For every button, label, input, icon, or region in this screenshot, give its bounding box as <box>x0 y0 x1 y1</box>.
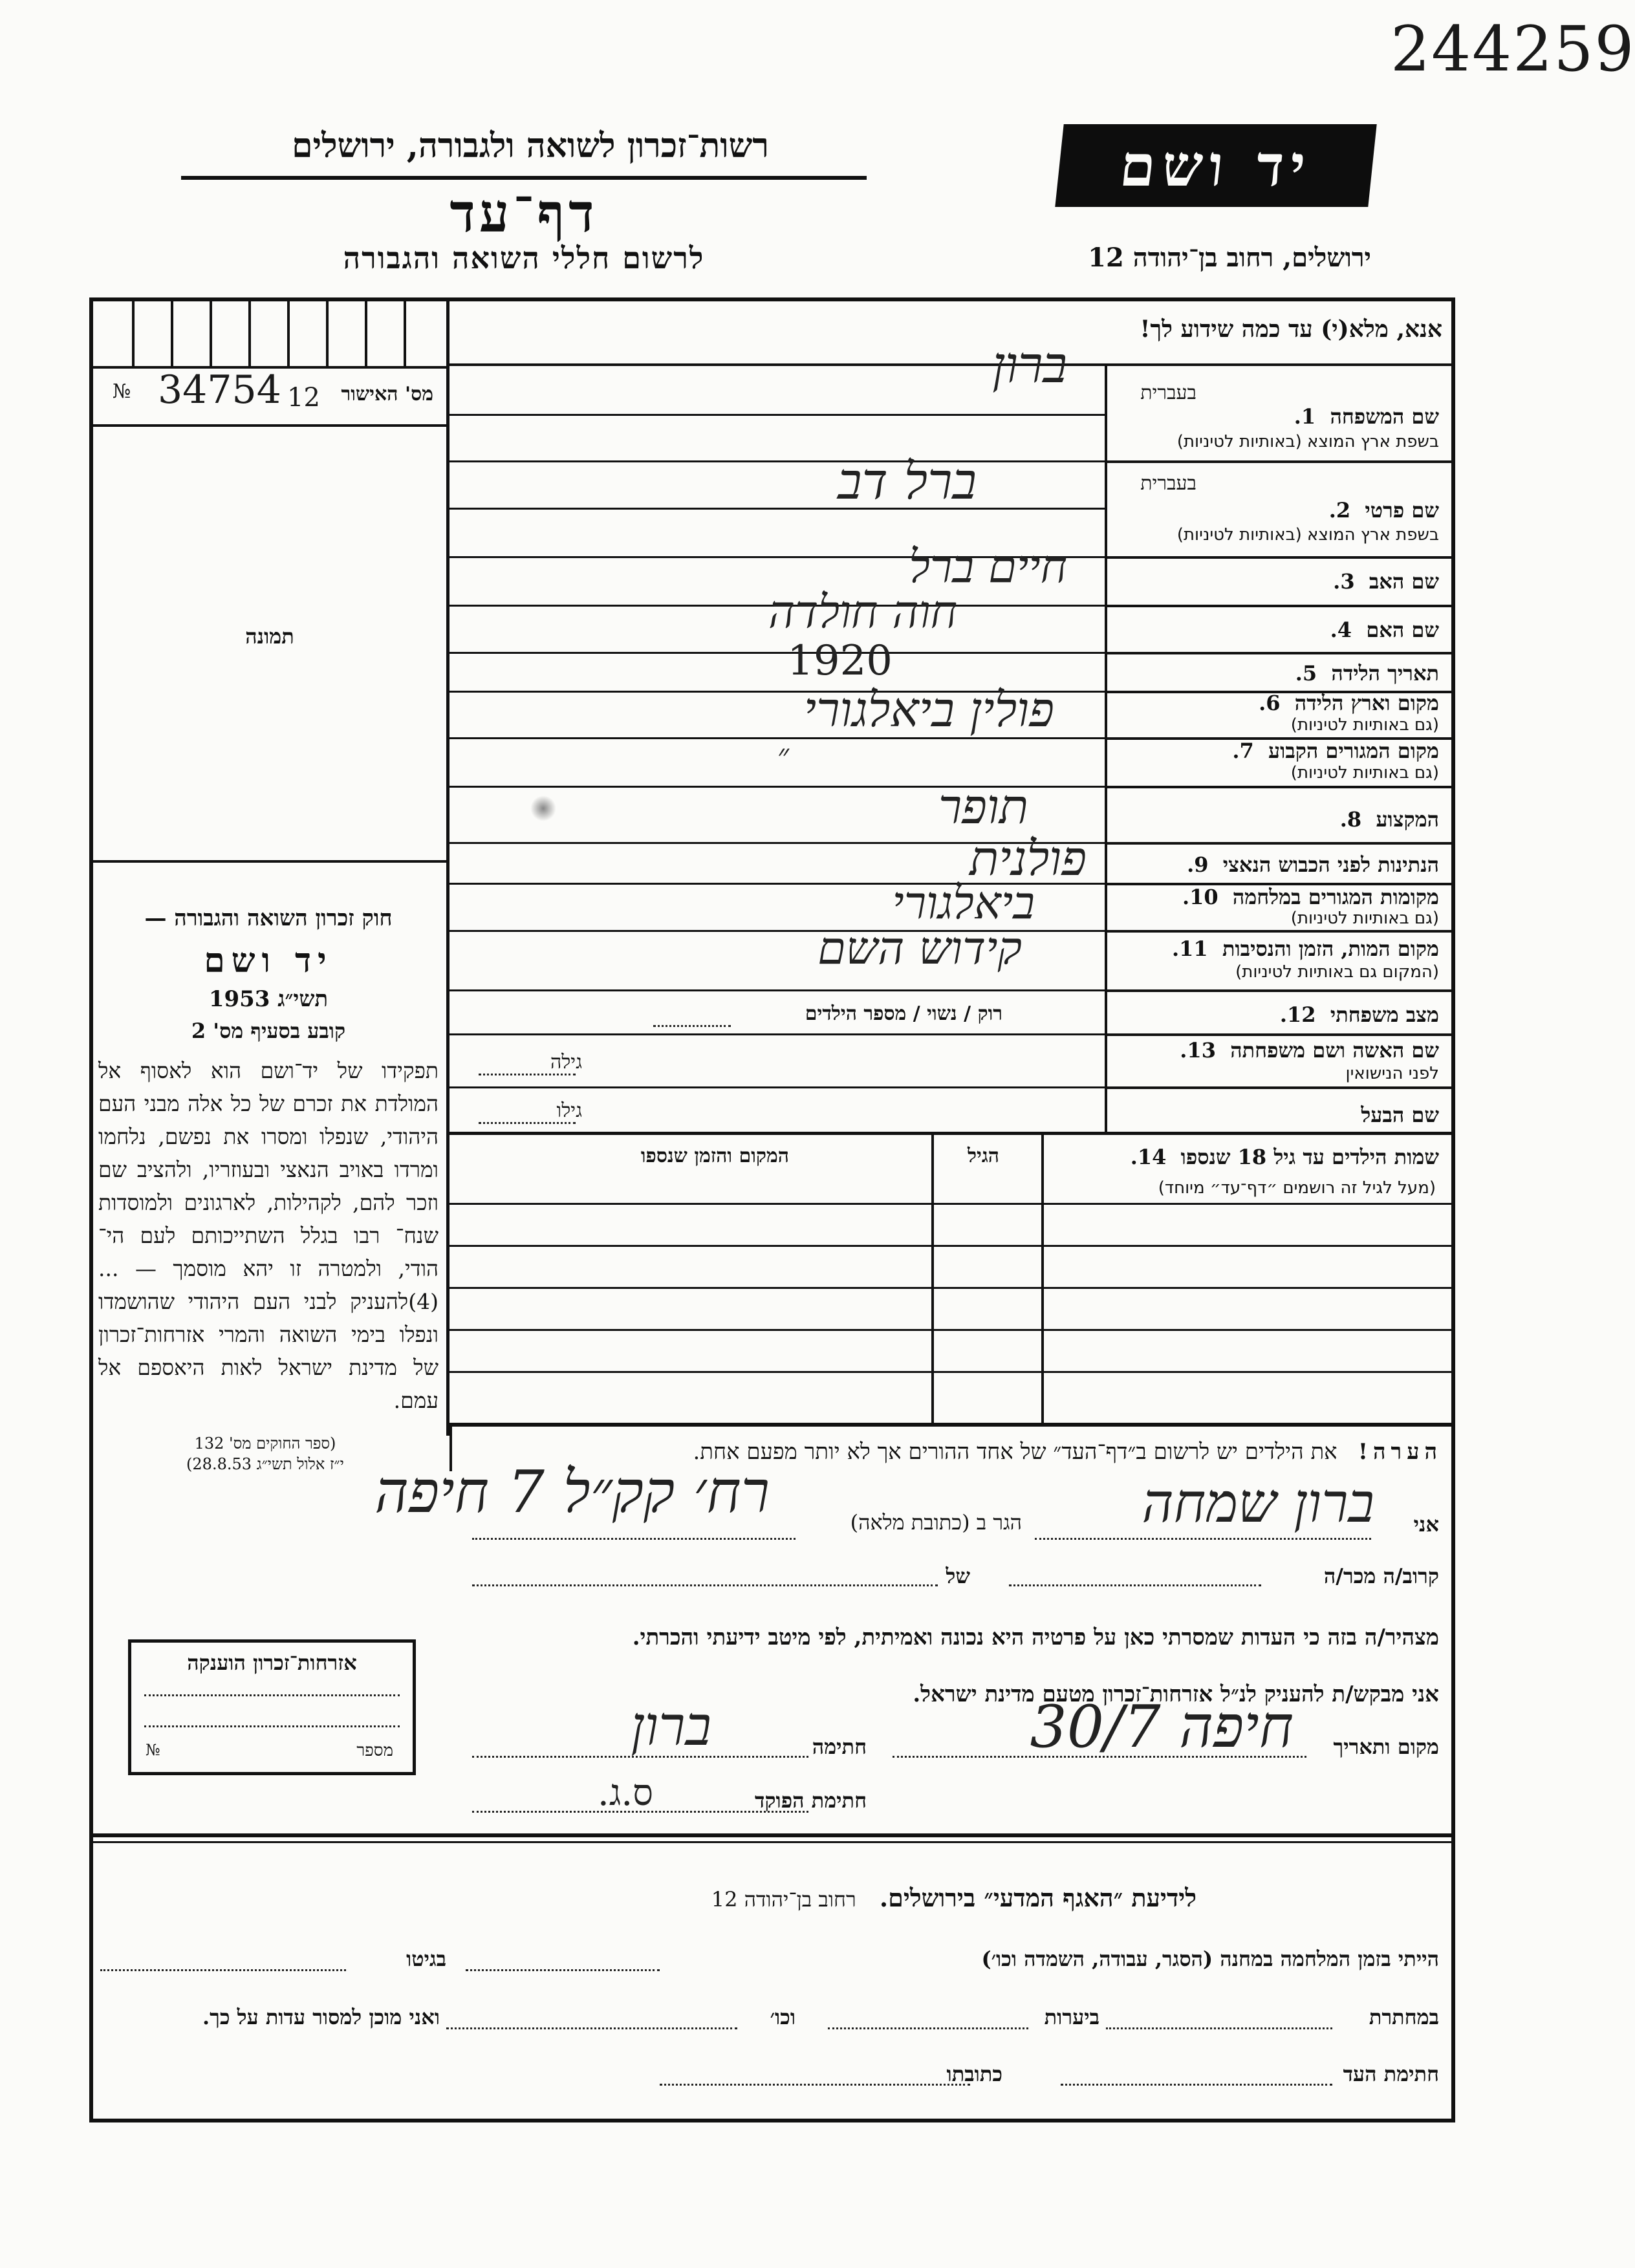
field-11-value: קידוש השם <box>817 922 1022 975</box>
law-year <box>97 986 440 1012</box>
field-1-lang-bottom: בשפת ארץ המוצא (באותיות לטיניות) <box>1176 432 1439 451</box>
footer-witness-sig: חתימת העד <box>1343 2062 1439 2086</box>
field-5-value: 1920 <box>787 637 893 685</box>
decl-request: אני מבקש/ת להעניק לנ״ל אזרחות־זכרון מטעם מדינת ישראל. <box>913 1681 1439 1707</box>
children-place-col: המקום והזמן שנספו <box>640 1145 789 1167</box>
children-num: 14. <box>1130 1145 1167 1169</box>
decl-i-label: אני <box>1413 1512 1439 1537</box>
field-10-value: ביאלגורי <box>892 876 1035 929</box>
footer-hiding: במחתרת <box>1369 2005 1439 2029</box>
law-year-greg: 1953 <box>208 986 270 1012</box>
photo-label: תמונה <box>245 624 294 649</box>
field-7-note: (גם באותיות לטיניות) <box>1290 763 1439 783</box>
footer-witness-addr: כתובתו <box>946 2062 1002 2086</box>
footer-witness-addr-dots <box>660 2084 970 2086</box>
law-name: יד ושם <box>204 941 333 980</box>
scan-artifacts <box>530 795 556 821</box>
header-address: ירושלים, רחוב בן־יהודה 12 <box>1088 243 1371 273</box>
field-2-num: 2. <box>1328 498 1351 523</box>
field-7-text: מקום המגורים הקבוע <box>1268 739 1439 763</box>
form-subtitle: לרשום חללי השואה והגבורה <box>343 241 705 275</box>
children-title <box>1131 1145 1439 1169</box>
footer-etc: וכו׳ <box>770 2005 796 2029</box>
field-1-num: 1. <box>1294 404 1316 429</box>
law-ref-2: י״ז אלול תשי״ג 28.8.53) <box>186 1455 344 1473</box>
field-5-num: 5. <box>1295 661 1317 686</box>
field-1-label <box>1294 404 1439 429</box>
logo-text: יד ושם <box>1116 131 1316 199</box>
field-5-text: תאריך הלידה <box>1331 661 1439 686</box>
field-10-label <box>1182 885 1439 909</box>
archive-number: 244259 <box>1391 13 1635 85</box>
remark-label: הערה! <box>1358 1439 1442 1465</box>
field-8-label <box>1340 807 1439 832</box>
cert-prefix: № <box>113 380 131 403</box>
footer-forest-dots <box>828 2027 1028 2029</box>
field-11-num: 11. <box>1171 936 1208 961</box>
field-10-note: (גם באותיות לטיניות) <box>1290 909 1439 928</box>
decl-statement: מצהיר/ה בזה כי העדות שמסרתי כאן על פרטיה היא נכונה ואמיתית, לפי מיטב ידיעתי והכרתי. <box>632 1625 1439 1650</box>
field-9-label <box>1187 852 1439 877</box>
field-6-num: 6. <box>1259 691 1281 715</box>
footer-line1: הייתי בזמן המלחמה במחנה (הסגר, עבודה, השמדה וכו׳) <box>981 1947 1439 1971</box>
footer-ghetto: בגיטו <box>406 1947 446 1971</box>
field-7-value: ״ <box>777 737 789 773</box>
field-4-text: שם האם <box>1366 618 1439 642</box>
field-2-lang-bottom: בשפת ארץ המוצא (באותיות לטיניות) <box>1176 525 1439 545</box>
field-11-label <box>1172 936 1439 961</box>
field-4-value: חוה חולדה <box>768 585 957 638</box>
citizenship-number-label: מספר <box>356 1741 393 1760</box>
footer-address: רחוב בן־יהודה 12 <box>711 1887 856 1912</box>
field-2-text: שם פרטי <box>1365 498 1439 523</box>
footer-camp-dots <box>466 1969 660 1971</box>
decl-place-date-value: חיפה 30/7 <box>1030 1693 1294 1761</box>
citizenship-dots-1 <box>144 1694 400 1696</box>
decl-relation-dots <box>1009 1584 1261 1586</box>
field-9-text: הנתינות לפני הכבוש הנאצי <box>1222 852 1439 877</box>
cert-number-row <box>93 366 446 427</box>
decl-address-label: הגר ב (כתובת מלאה) <box>850 1510 1022 1535</box>
field-8-value: תופר <box>938 779 1028 835</box>
footer-ghetto-dots <box>100 1969 346 1971</box>
field-3-label <box>1333 569 1439 594</box>
authority-title: רשות־זכרון לשואה ולגבורה, ירושלים <box>292 126 769 166</box>
stamp-boxes <box>93 301 446 369</box>
decl-i-dots <box>1035 1538 1371 1540</box>
children-age-col: הגיל <box>967 1145 999 1167</box>
field-3-num: 3. <box>1333 569 1355 594</box>
field-11-text: מקום המות, הזמן והנסיבות <box>1222 936 1439 961</box>
decl-i-value: ברון שמחה <box>1142 1471 1374 1535</box>
field-13-label <box>1180 1038 1439 1063</box>
field-9-value: פולנית <box>969 831 1087 887</box>
law-section: קובע בסעיף מס' 2 <box>191 1019 346 1043</box>
law-year-heb: תשי״ג <box>277 986 329 1012</box>
field-8-text: המקצוע <box>1376 807 1439 832</box>
field-13-num: 13. <box>1180 1038 1216 1063</box>
remark-text: את הילדים יש לרשום ב״דף־העד״ של אחד ההורים אך לא יותר מפעם אחת. <box>693 1439 1337 1465</box>
children-title-text: שמות הילדים עד גיל 18 שנספו <box>1180 1145 1439 1169</box>
decl-official-label: חתימת הפוקד <box>755 1788 867 1813</box>
decl-signature-value: ברון <box>631 1694 711 1758</box>
field-8-num: 8. <box>1339 807 1362 832</box>
decl-official-dots <box>472 1811 808 1813</box>
field-13-age-dots <box>479 1074 576 1075</box>
children-note: (מעל לגיל זה רושמים ״דף־עד״ מיוחד) <box>1158 1178 1436 1198</box>
field-13-text: שם האשה ושם משפחתה <box>1230 1038 1439 1063</box>
footer-etc-dots <box>446 2027 737 2029</box>
field-10-num: 10. <box>1182 885 1218 909</box>
remark <box>693 1439 1443 1465</box>
field-3-text: שם האב <box>1369 569 1439 594</box>
decl-official-value: ס.ג. <box>598 1772 653 1814</box>
citizenship-dots-2 <box>144 1725 400 1727</box>
field-13-note: לפני הנישואין <box>1345 1064 1439 1083</box>
form-title: דף־עד <box>449 182 598 244</box>
cert-number: 34754 <box>158 367 281 413</box>
footer-heading <box>711 1883 1196 1913</box>
yad-vashem-logo <box>1055 124 1376 207</box>
decl-of-dots <box>472 1584 938 1586</box>
field-5-label <box>1295 661 1439 686</box>
field-11-note: (המקום גם באותיות לטיניות) <box>1235 962 1439 982</box>
field-6-text: מקום וארץ הלידה <box>1294 691 1439 715</box>
field-10-text: מקומות המגורים במלחמה <box>1232 885 1439 909</box>
law-title: חוק זכרון השואה והגבורה — <box>144 905 393 931</box>
field-7-label <box>1232 739 1439 763</box>
footer-ready: ואני מוכן למסור עדות על כך. <box>202 2005 440 2029</box>
decl-signature-dots <box>472 1756 808 1758</box>
field-1-lang-top: בעברית <box>1140 382 1196 404</box>
law-text: תפקידו של יד־ושם הוא לאסוף אל המולדת את זכרם של כל אלה מבני העם היהודי, שנפלו ומסרו את נפשם, נלחמו ומרדו באויב הנאצי ובעוזריו, ולהציב שם וזכר להם, לקהילות, לארגונים ולמוסדות שנח־ רבו בגלל השתייכותם לעם הי־ הודי, ולמטרה זו יהא מוסמך — ...(4)להעניק לבני העם היהודי שהושמדו ונפלו בימי השואה והמרי אזרחות־זכרון של מדינת ישראל לאות היאספם אל עמם. <box>98 1058 439 1413</box>
cert-label: מס' האישור <box>341 383 433 405</box>
decl-place-date-label: מקום ותאריך <box>1333 1734 1439 1759</box>
field-13-age-label: גילה <box>550 1051 582 1074</box>
decl-place-date-dots <box>893 1756 1306 1758</box>
citizenship-title: אזרחות־זכרון הוענקה <box>187 1650 357 1675</box>
decl-of-label: של <box>946 1564 970 1588</box>
field-12-dots <box>653 1025 731 1027</box>
husband-age-dots <box>479 1122 576 1124</box>
field-4-num: 4. <box>1330 618 1352 642</box>
field-2-lang-top: בעברית <box>1140 472 1196 495</box>
decl-signature-label: חתימה <box>812 1734 867 1759</box>
intro-text: אנא, מלא(י) עד כמה שידוע לך! <box>1140 316 1442 343</box>
field-2-label <box>1329 498 1439 523</box>
footer-witness-sig-dots <box>1061 2084 1332 2086</box>
husband-label: שם הבעל <box>1361 1103 1439 1127</box>
citizenship-number-prefix: № <box>146 1741 160 1759</box>
field-12-label <box>1280 1002 1439 1027</box>
field-9-num: 9. <box>1187 852 1209 877</box>
footer-forest: ביערות <box>1044 2005 1099 2029</box>
decl-address-value: רח׳ קק״ל 7 חיפה <box>374 1458 770 1526</box>
citizenship-box <box>128 1639 416 1775</box>
field-1-value: ברון <box>992 336 1067 394</box>
field-12-options: רוק / נשוי / מספר הילדים <box>805 1002 1002 1025</box>
field-3-value: חיים ברל <box>909 540 1067 593</box>
field-7-num: 7. <box>1232 739 1254 763</box>
cert-suffix: 12 <box>287 383 320 413</box>
decl-relation-label: קרוב/ה מכר/ה <box>1323 1564 1439 1588</box>
field-6-label <box>1259 691 1439 715</box>
field-4-label <box>1330 618 1439 642</box>
field-6-note: (גם באותיות לטיניות) <box>1290 715 1439 735</box>
field-12-num: 12. <box>1279 1002 1316 1027</box>
footer-hiding-dots <box>1106 2027 1332 2029</box>
field-6-value: פולין ביאלגורי <box>803 682 1054 738</box>
husband-age-label: גילו <box>556 1099 582 1122</box>
field-2-value: ברל דב <box>837 453 977 511</box>
field-12-text: מצב משפחתי <box>1330 1002 1439 1027</box>
field-1-text: שם המשפחה <box>1330 404 1439 429</box>
law-ref-1: (ספר החוקים מס' 132 <box>194 1434 336 1453</box>
footer-title: לידיעת ״האגף המדעי״ בירושלים. <box>879 1883 1196 1912</box>
decl-address-dots <box>472 1538 796 1540</box>
